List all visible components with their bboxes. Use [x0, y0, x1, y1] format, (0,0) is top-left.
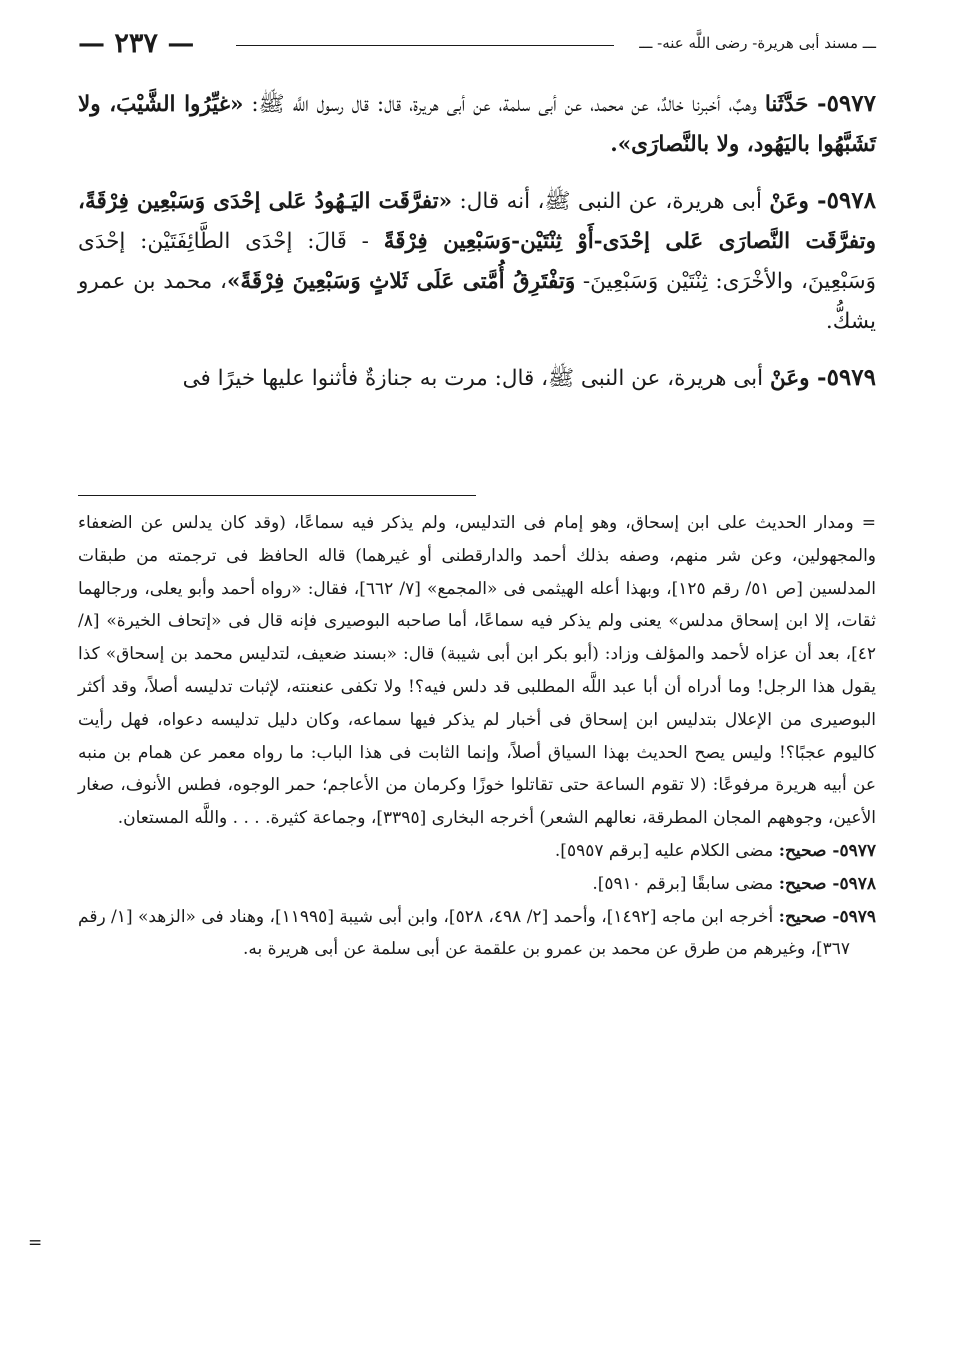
continuation-end-mark: =: [28, 1233, 43, 1253]
footnote-number: ٥٩٧٩-: [832, 906, 876, 927]
hadith-matn: «غيِّرُوا الشَّيْبَ، ولا تَشَبَّهُوا باليَهُود، ولا بالنَّصارَى».: [78, 92, 876, 157]
header-rule: [236, 45, 614, 46]
footnote-separator: [78, 495, 476, 496]
main-text: [78, 84, 876, 415]
hadith-segment: وهبٌ، أخبرنا خالدٌ، عن محمد، عن أبى سلمة، عن أبى هريرة، قال: قال رسول اللَّه ﷺ:: [243, 92, 765, 117]
footnotes: [78, 507, 876, 966]
hadith-number: ٥٩٧٧-: [817, 90, 876, 117]
footnote-text: مضى الكلام عليه [برقم ٥٩٥٧].: [554, 840, 779, 861]
hadith-segment: - قَالَ: إحْدَى الطَّائِفَتَيْن: إحْدَى وَسَبْعِينَ، والأخْرَى: ثِنْتَيْن وَسَبْعِينَ-: [78, 229, 877, 294]
footnote-text: مضى سابقًا [برقم ٥٩١٠].: [592, 873, 779, 894]
hadith-5978: [78, 181, 876, 342]
running-header: [78, 28, 876, 62]
hadith-segment: وعَنْ: [769, 366, 818, 391]
hadith-matn: وَتفْتَرِقُ أُمَّتى عَلَى ثَلاثٍ وَسَبْعِينَ فِرْقَةً»: [226, 269, 576, 294]
hadith-number: ٥٩٧٨-: [817, 187, 876, 214]
footnote-number: ٥٩٧٨-: [832, 873, 876, 894]
hadith-segment: أبى هريرة، عن النبى ﷺ، أنه قال:: [452, 189, 770, 214]
hadith-5977: [78, 84, 876, 165]
footnote-continuation-text: ومدار الحديث على ابن إسحاق، وهو إمام فى التدليس، ولم يذكر فيه سماعًا، (وقد كان يدلس عن الضعفاء والمجهولين، وعن شر منهم، وصفه بذلك أحمد والدارقطنى أو غيرهما) قاله الحافظ فى ترجمته من طبقات المدلسين [ص ٥١/ رقم ١٢٥]، وبهذا أعله الهيثمى فى «المجمع» [٧/ ٦٦٢]، فقال: «رواه أحمد وأبو يعلى، ورجالهما ثقات، إلا ابن إسحاق مدلس» يعنى ولم يذكر فيه سماعًا، أما صاحبه البوصيرى فإنه قال فى «إتحاف الخيرة» [٨/ ٤٢]، بعد أن عزاه لأحمد والمؤلف وزاد: (أبو بكر ابن أبى شيبة) قال: «بسند ضعيف، لتدليس محمد بن إسحاق» كذا يقول هذا الرجل! وما أدراه أن أبا عبد اللَّه المطلبى قد دلس فيه؟! ولا تكفى عنعنته، لإثبات تدليسه أصلاً، وقد أكثر البوصيرى من الإعلال بتدليس ابن إسحاق فى أخبار لم يذكر فيها سماعه، وكان دليل تدليسه دعواه، فهل رأيت كاليوم عجبًا؟! وليس يصح الحديث بهذا السياق أصلاً، وإنما الثابت فى هذا الباب: ما رواه معمر عن همام بن منبه عن أبيه هريرة مرفوعًا: (لا تقوم الساعة حتى تقاتلوا خوزًا وكرمان من الأعاجم؛ حمر الوجوه، فطس الأنوف، صغار الأعين، وجوههم المجان المطرقة، نعالهم الشعر) أخرجه البخارى [٣٣٩٥]، وجماعة كثيرة. . . . واللَّه المستعان.: [78, 513, 876, 829]
page-number: — ٢٣٧ —: [78, 28, 195, 59]
continuation-mark: =: [861, 513, 877, 533]
header-title: ـــ مسند أبى هريرة- رضى اللَّه عنه- ـــ: [639, 34, 876, 52]
footnote-continuation: [78, 507, 876, 835]
hadith-number: ٥٩٧٩-: [817, 364, 876, 391]
footnote-5978: [78, 868, 876, 901]
hadith-segment: حَدَّثَنا: [764, 92, 818, 117]
footnote-grade: صحيح:: [778, 840, 833, 861]
hadith-5979: [78, 358, 876, 399]
hadith-segment: ، محمد بن عمرو يشكُّ.: [78, 269, 876, 334]
footnote-grade: صحيح:: [778, 873, 833, 894]
footnote-grade: صحيح:: [778, 906, 833, 927]
hadith-segment: أبى هريرة، عن النبى ﷺ، قال: مرت به جنازةٌ فأثنوا عليها خيرًا فى: [182, 366, 770, 391]
hadith-matn: «تفرَّقَت اليَـهُودُ عَلى إحْدَى وَسَبْعِين فِرْقَةً، وتفرَّقَت النَّصارَى عَلى إحْدَى-أَوْ ثِنْتَيْن-وَسَبْعِين فِرْقَةً: [78, 189, 877, 254]
footnote-number: ٥٩٧٧-: [832, 840, 876, 861]
hadith-segment: وعَنْ: [769, 189, 818, 214]
footnote-text: أخرجه ابن ماجه [١٤٩٢]، وأحمد [٢/ ٤٩٨، ٥٢٨]، وابن أبى شيبة [١١٩٩٥]، وهناد فى «الزهد» [١/ رقم ٣٦٧]، وغيرهم من طرق عن محمد بن عمرو بن علقمة عن أبى سلمة عن أبى هريرة به.: [78, 906, 850, 960]
footnote-5979: [78, 901, 876, 967]
footnote-5977: [78, 835, 876, 868]
